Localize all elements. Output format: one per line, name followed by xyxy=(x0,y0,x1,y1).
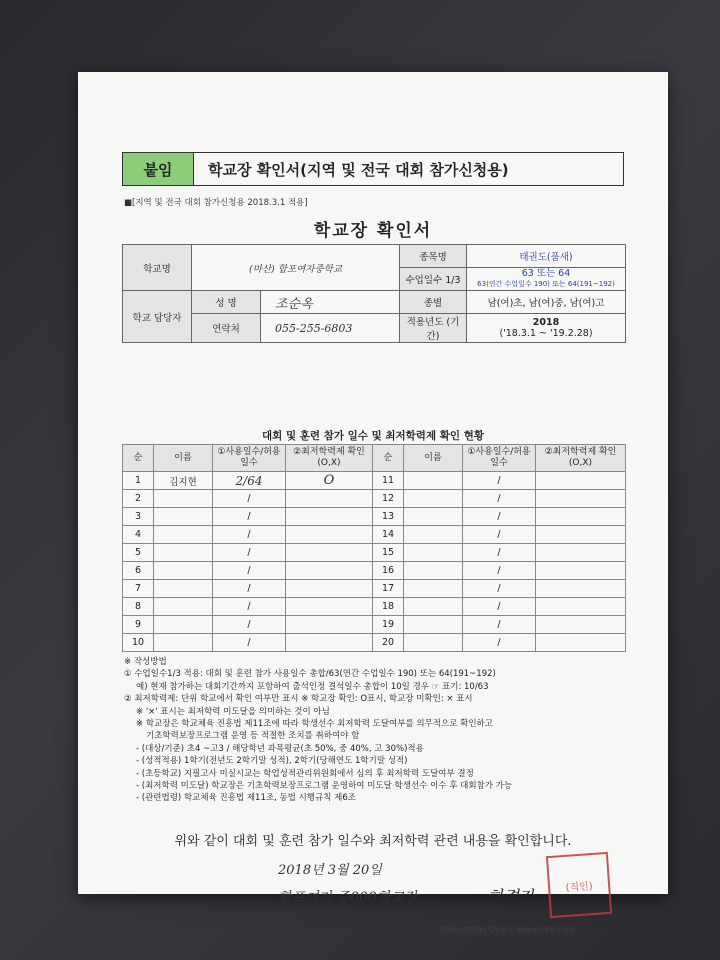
cell xyxy=(536,472,626,490)
cell: / xyxy=(213,634,286,652)
teacher-label: 학교 담당자 xyxy=(123,291,192,343)
table-row xyxy=(123,490,626,508)
note-item: ※ 학교장은 학교체육 진흥법 제11조에 따라 학생선수 최저학력 도달여부를 의무적으로 확인하고 xyxy=(136,719,493,730)
note-item: - (성적적용) 1학기(전년도 2학기말 성적), 2학기(당해연도 1학기말 성적) xyxy=(136,756,408,767)
cell xyxy=(286,634,373,652)
cell xyxy=(536,490,626,508)
cell xyxy=(536,616,626,634)
cell: / xyxy=(463,580,536,598)
participation-table xyxy=(122,444,626,652)
cell xyxy=(404,490,463,508)
cell: / xyxy=(463,544,536,562)
gender-value: 남(여)초, 남(여)중, 남(여)고 xyxy=(467,291,626,314)
cell xyxy=(154,508,213,526)
year-period: ('18.3.1 ~ '19.2.28) xyxy=(499,328,593,339)
note-item: ① 수업일수1/3 적용: 대회 및 훈련 참가 사용일수 총합/63(연간 수업일수 190) 또는 64(191~192) xyxy=(124,669,496,680)
cell: / xyxy=(213,508,286,526)
confirmation-statement: 위와 같이 대회 및 훈련 참가 일수와 최저학력 관련 내용을 확인합니다. xyxy=(174,834,572,849)
cell: 9 xyxy=(123,616,154,634)
cell: / xyxy=(213,580,286,598)
table-row xyxy=(123,508,626,526)
cell xyxy=(536,580,626,598)
cell: O xyxy=(286,472,373,490)
name-value: 조순옥 xyxy=(261,291,400,314)
col-header: 이름 xyxy=(154,445,213,472)
cell xyxy=(154,526,213,544)
col-header: ②최저학력제 확인(O,X) xyxy=(286,445,373,472)
school-label: 학교명 xyxy=(123,245,192,291)
cell: 6 xyxy=(123,562,154,580)
info-table xyxy=(122,244,626,343)
cell: / xyxy=(213,490,286,508)
year-value: 2018 xyxy=(532,317,560,328)
paper-size-note: 210㎜×297㎜[일반용지 60g/㎡(재활용품)] xyxy=(438,926,575,934)
cell: 7 xyxy=(123,580,154,598)
sport-value: 태권도(품새) xyxy=(467,245,626,268)
cell xyxy=(404,508,463,526)
cell xyxy=(286,544,373,562)
cell xyxy=(536,598,626,616)
sport-label: 종목명 xyxy=(400,245,467,268)
cell: 1 xyxy=(123,472,154,490)
cell: / xyxy=(463,508,536,526)
issue-date: 2018년 3월 20일 xyxy=(278,863,382,878)
col-header: 순 xyxy=(373,445,404,472)
cell: 16 xyxy=(373,562,404,580)
table-row xyxy=(123,598,626,616)
cell: 20 xyxy=(373,634,404,652)
cell xyxy=(536,544,626,562)
cell: 2 xyxy=(123,490,154,508)
contact-value: 055-255-6803 xyxy=(261,314,400,343)
cell: / xyxy=(463,634,536,652)
attachment-tag: 붙임 xyxy=(123,153,194,185)
note-item: ※ '×' 표시는 최저학력 미도달을 의미하는 것이 아님 xyxy=(136,706,330,717)
cell: 김지현 xyxy=(154,472,213,490)
cell xyxy=(154,634,213,652)
cell: 11 xyxy=(373,472,404,490)
table-row xyxy=(123,634,626,652)
principal-signature: 하경자 xyxy=(488,887,535,906)
cell xyxy=(286,598,373,616)
col-header: ①사용일수/허용일수 xyxy=(213,445,286,472)
cell: / xyxy=(463,616,536,634)
note-item: 예) 현재 참가하는 대회기간까지 포함하여 출석인정 결석일수 총합이 10일 경우 ☞ 표기: 10/63 xyxy=(136,681,489,692)
note-item: ② 최저학력제: 단위 학교에서 확인 여부만 표시 ※ 학교장 확인: O표시, 학교장 미확인: × 표시 xyxy=(124,694,473,705)
official-seal: (직인) xyxy=(546,852,612,918)
cell xyxy=(154,544,213,562)
cell: 14 xyxy=(373,526,404,544)
note-item: 기초학력보장프로그램 운영 등 적절한 조치를 취하여야 함 xyxy=(146,731,360,742)
cell: 13 xyxy=(373,508,404,526)
cell: 15 xyxy=(373,544,404,562)
cell xyxy=(154,598,213,616)
note-item: - (최저학력 미도달) 학교장은 기초학력보장프로그램 운영하여 미도달 학생선수 이수 후 대회참가 가능 xyxy=(136,781,513,792)
cell: / xyxy=(213,544,286,562)
cell xyxy=(536,562,626,580)
col-header: ①사용일수/허용일수 xyxy=(463,445,536,472)
cell xyxy=(286,580,373,598)
days-note: 63(연간 수업일수 190) 또는 64(191~192) xyxy=(477,280,615,288)
notes-heading: ※ 작성방법 xyxy=(124,657,167,667)
col-header: 이름 xyxy=(404,445,463,472)
cell xyxy=(404,472,463,490)
participation-table-title: 대회 및 훈련 참가 일수 및 최저학력제 확인 현황 xyxy=(262,430,484,442)
cell: / xyxy=(213,562,286,580)
cell xyxy=(154,562,213,580)
cell: / xyxy=(213,616,286,634)
cell: 3 xyxy=(123,508,154,526)
cell: 18 xyxy=(373,598,404,616)
year-label: 적용년도 (기간) xyxy=(400,314,467,343)
cell xyxy=(154,616,213,634)
note-item: - (초등학교) 지필고사 미실시교는 학업성적관리위원회에서 심의 후 최저학력 도달여부 결정 xyxy=(136,768,474,779)
cell xyxy=(154,580,213,598)
form-reference: ■[지역 및 전국 대회 참가신청용 2018.3.1 적용] xyxy=(124,198,308,208)
cell: 12 xyxy=(373,490,404,508)
cell: 8 xyxy=(123,598,154,616)
name-label: 성 명 xyxy=(192,291,261,314)
cell xyxy=(286,526,373,544)
cell xyxy=(536,508,626,526)
cell xyxy=(404,634,463,652)
gender-label: 종별 xyxy=(400,291,467,314)
cell: 17 xyxy=(373,580,404,598)
cell xyxy=(536,634,626,652)
cell: / xyxy=(213,526,286,544)
document-title: 학교장 확인서 xyxy=(313,221,433,241)
cell: / xyxy=(213,598,286,616)
school-value: (마산) 합포여자중학교 xyxy=(192,245,400,291)
cell xyxy=(154,490,213,508)
cell xyxy=(286,508,373,526)
cell xyxy=(404,598,463,616)
contact-label: 연락처 xyxy=(192,314,261,343)
days-label: 수업일수 1/3 xyxy=(400,268,467,291)
days-value: 63 또는 64 xyxy=(521,268,571,279)
table-row xyxy=(123,526,626,544)
table-row xyxy=(123,544,626,562)
cell xyxy=(404,580,463,598)
cell: 10 xyxy=(123,634,154,652)
cell xyxy=(286,490,373,508)
principal-title: 합포여자 중000학교장 xyxy=(278,890,418,906)
col-header: ②최저학력제 확인(O,X) xyxy=(536,445,626,472)
cell xyxy=(404,562,463,580)
cell xyxy=(286,562,373,580)
cell xyxy=(286,616,373,634)
table-row xyxy=(123,580,626,598)
col-header: 순 xyxy=(123,445,154,472)
cell: / xyxy=(463,562,536,580)
table-row xyxy=(123,562,626,580)
cell xyxy=(404,616,463,634)
cell: / xyxy=(463,472,536,490)
cell: 5 xyxy=(123,544,154,562)
header-bar xyxy=(122,152,624,186)
note-item: - (대상/기준) 초4 ~고3 / 해당학년 과목평균(초 50%, 중 40%, 고 30%)적용 xyxy=(136,743,424,754)
cell: / xyxy=(463,598,536,616)
table-row xyxy=(123,472,626,490)
header-title: 학교장 확인서(지역 및 전국 대회 참가신청용) xyxy=(208,160,509,179)
cell: 4 xyxy=(123,526,154,544)
note-item: - (관련법령) 학교체육 진흥법 제11조, 동법 시행규칙 제6조 xyxy=(136,793,356,804)
cell xyxy=(404,544,463,562)
cell: 19 xyxy=(373,616,404,634)
instructions xyxy=(124,656,644,805)
table-row xyxy=(123,616,626,634)
cell: / xyxy=(463,526,536,544)
document-page xyxy=(78,72,668,934)
cell: 2/64 xyxy=(213,472,286,490)
cell: / xyxy=(463,490,536,508)
cell xyxy=(536,526,626,544)
cell xyxy=(404,526,463,544)
